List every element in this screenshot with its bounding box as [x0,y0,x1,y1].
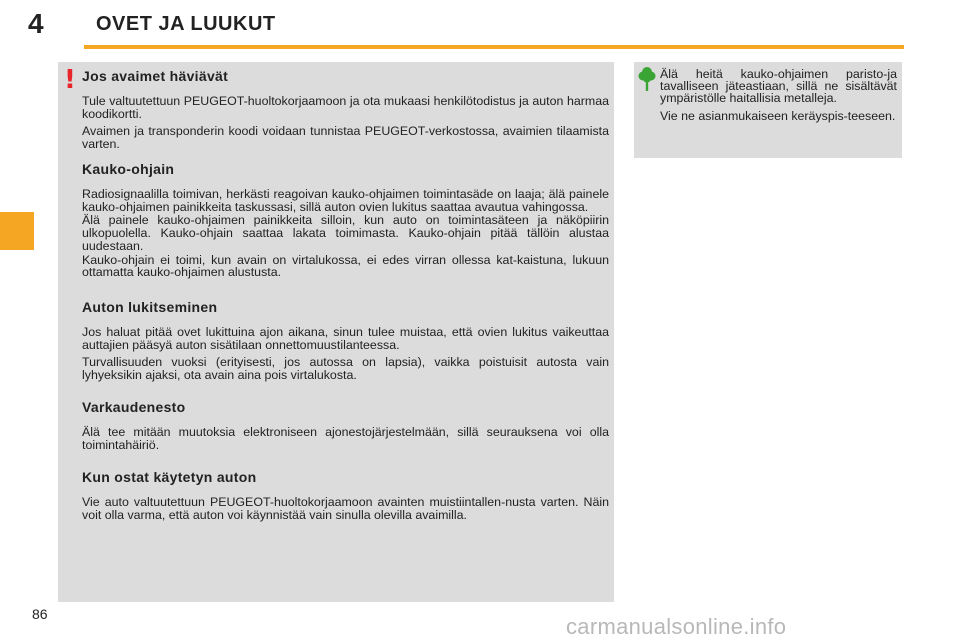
paragraph: Kauko-ohjain ei toimi, kun avain on virtalukossa, ei edes virran ollessa kat-kaistuna, lukuun ottamatta kauko-ohjaimen alustusta. [82,252,609,280]
section-used-car [82,469,609,521]
header-rule [84,45,904,49]
section-lost-keys [82,68,609,151]
chapter-tab [0,212,34,250]
section-heading: Kauko-ohjain [82,161,175,177]
paragraph: Tule valtuutettuun PEUGEOT-huoltokorjaamoon ja ota mukaasi henkilötodistus ja auton harmaa koodikortti. [82,94,609,121]
section-remote-control [82,161,609,279]
paragraph: Älä painele kauko-ohjaimen painikkeita silloin, kun auto on toimintasäteen ja näköpiirin ulkopuolella. Kauko-ohjain saattaa lakata toimimasta. Kauko-ohjain pitää tällöin alustaa uudestaan. [82,213,609,253]
paragraph: Älä tee mitään muutoksia elektroniseen ajonestojärjestelmään, sillä seurauksena voi olla toimintahäiriö. [82,425,609,452]
section-heading: Kun ostat käytetyn auton [82,469,257,485]
paragraph: Älä heitä kauko-ohjaimen paristo-ja tavalliseen jäteastiaan, sillä ne sisältävät ympäristölle haitallisia metalleja. [660,67,897,106]
exclamation-icon: ! [64,65,76,95]
paragraph: Jos haluat pitää ovet lukittuina ajon aikana, sinun tulee muistaa, että ovien lukitus vaikeuttaa auttajien pääsyä auton sisätilaan onnettomuustilanteessa. [82,325,609,352]
section-heading: Auton lukitseminen [82,299,218,315]
paragraph: Avaimen ja transponderin koodi voidaan tunnistaa PEUGEOT-verkostossa, avaimien tilaamista varten. [82,124,609,152]
page-number: 86 [32,606,48,622]
section-immobiliser [82,399,609,451]
tree-icon [638,66,656,92]
chapter-title: OVET JA LUUKUT [96,13,276,35]
section-heading: Varkaudenesto [82,399,186,415]
paragraph: Radiosignaalilla toimivan, herkästi reagoivan kauko-ohjaimen toimintasäde on laaja; älä painele kauko-ohjaimen painikkeita taskussasi, sillä auton ovien lukitus saattaa avautua vahingossa. [82,187,609,214]
paragraph: Vie ne asianmukaiseen keräyspis-teeseen. [660,108,896,123]
chapter-number: 4 [28,8,44,39]
section-heading: Jos avaimet häviävät [82,68,229,84]
paragraph: Turvallisuuden vuoksi (erityisesti, jos autossa on lapsia), vaikka poistuisit autosta vain lyhyeksikin ajaksi, ota avain aina pois virtalukosta. [82,355,609,383]
section-locking [82,299,609,382]
environment-text [660,68,897,122]
watermark: carmanualsonline.info [566,614,787,639]
paragraph: Vie auto valtuutettuun PEUGEOT-huoltokorjaamoon avainten muistiintallen-nusta varten. Näin voit olla varma, että auton voi käynnistää vain sinulla olevilla avaimilla. [82,495,609,522]
